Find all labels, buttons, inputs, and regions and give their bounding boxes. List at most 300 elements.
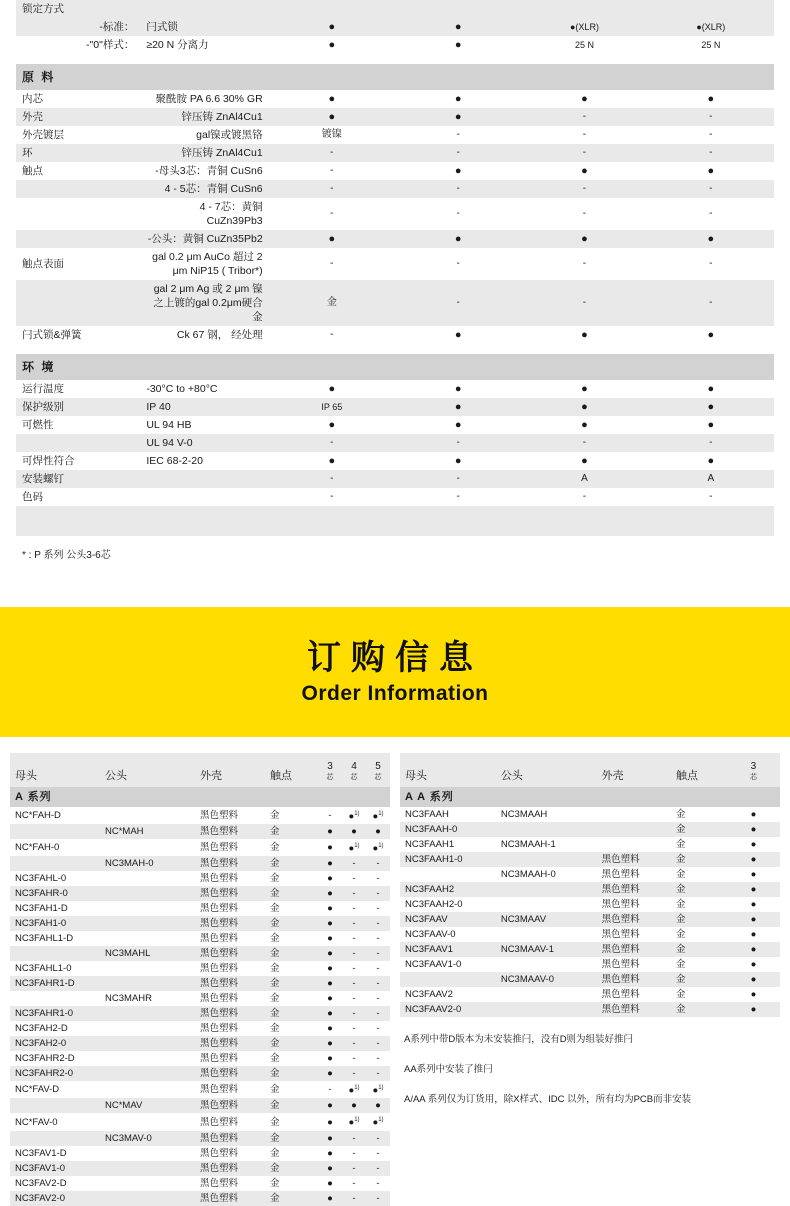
spec-row-cell: ●	[521, 452, 647, 470]
spec-row-label: 安装螺钉	[16, 470, 142, 488]
order-pin-cell: ●	[318, 1161, 342, 1176]
table-row	[10, 931, 390, 946]
table-row	[400, 927, 780, 942]
order-cell: 黑色塑料	[200, 1176, 270, 1191]
order-cell	[602, 822, 676, 837]
order-pin-cell: -	[342, 961, 366, 976]
spec-row	[16, 36, 774, 54]
order-cell: NC3FAV1-D	[10, 1146, 105, 1161]
order-cell: NC3MAAH-0	[501, 867, 602, 882]
spec-row-cell: -	[395, 126, 521, 144]
banner-title-cn: 订购信息	[307, 639, 483, 677]
order-cell: 金	[676, 882, 727, 897]
spec-row-cell: ●	[269, 380, 395, 398]
order-pin-cell: ●	[727, 867, 780, 882]
order-pin-cell: ●$^{1)}$	[342, 839, 366, 856]
order-cell: 金	[270, 1098, 318, 1113]
spec-row-cell: ●	[521, 398, 647, 416]
order-cell: NC3FAAV1-0	[400, 957, 501, 972]
order-cell: 金	[676, 972, 727, 987]
order-pin-cell: -	[366, 1021, 390, 1036]
order-cell: 金	[270, 991, 318, 1006]
order-cell: NC3FAAV2-0	[400, 1002, 501, 1017]
spec-footnote: * : P 系列 公头3-6芯	[22, 550, 111, 561]
order-cell: 黑色塑料	[200, 1066, 270, 1081]
table-row	[10, 1081, 390, 1098]
order-cell: 黑色塑料	[200, 871, 270, 886]
spec-row-cell: -	[521, 488, 647, 506]
spec-row	[16, 90, 774, 108]
order-cell: 金	[270, 1146, 318, 1161]
order-cell: 金	[676, 927, 727, 942]
order-cell: NC3FAHR2-0	[10, 1066, 105, 1081]
spec-row-value	[142, 470, 268, 488]
order-pin-cell: -	[342, 871, 366, 886]
table-row	[400, 987, 780, 1002]
order-pin-cell: -	[342, 1006, 366, 1021]
spec-row-cell: -	[648, 180, 774, 198]
order-table-header	[10, 753, 390, 787]
order-cell: 黑色塑料	[602, 942, 676, 957]
order-note-gap	[400, 1017, 780, 1031]
order-pin-cell: -	[366, 856, 390, 871]
spec-row-cell: ●	[648, 326, 774, 344]
order-cell	[501, 822, 602, 837]
order-cell	[501, 927, 602, 942]
spec-row-cell: ●	[395, 230, 521, 248]
order-cell	[105, 807, 200, 824]
order-cell: 金	[676, 942, 727, 957]
order-pin-cell: -	[366, 1161, 390, 1176]
order-pin-cell: -	[366, 991, 390, 1006]
order-cell	[105, 976, 200, 991]
spec-row-cell: ●	[395, 18, 521, 36]
order-cell: NC3FAAH-0	[400, 822, 501, 837]
order-pin-cell: ●	[727, 912, 780, 927]
order-pin-cell: -	[342, 991, 366, 1006]
order-cell: 金	[270, 1051, 318, 1066]
spec-row-cell: -	[648, 144, 774, 162]
spec-row	[16, 380, 774, 398]
spec-row-label: 触点表面	[16, 248, 142, 280]
spec-row-cell: 25 N	[521, 36, 647, 54]
order-pin-cell: -	[366, 1066, 390, 1081]
order-pin-cell: ●	[318, 1176, 342, 1191]
spec-row-cell: ●	[395, 108, 521, 126]
spec-row-cell: ●	[395, 90, 521, 108]
spec-row-cell: -	[395, 144, 521, 162]
spec-row-cell: ●	[521, 380, 647, 398]
spec-row-cell: -	[269, 488, 395, 506]
table-row	[10, 886, 390, 901]
order-cell	[105, 961, 200, 976]
order-cell	[10, 1131, 105, 1146]
order-cell	[501, 957, 602, 972]
order-cell	[105, 1006, 200, 1021]
order-cell: 金	[676, 852, 727, 867]
order-cell: 金	[270, 946, 318, 961]
order-pin-cell: ●$^{1)}$	[366, 839, 390, 856]
spec-row-cell: ●	[269, 36, 395, 54]
spec-row-label: 内芯	[16, 90, 142, 108]
order-cell	[105, 1036, 200, 1051]
order-note-row	[400, 1061, 780, 1077]
order-cell: 黑色塑料	[200, 916, 270, 931]
spec-row	[16, 230, 774, 248]
order-pin-cell: -	[366, 976, 390, 991]
order-cell	[501, 897, 602, 912]
order-pin-cell: ●	[318, 1191, 342, 1206]
order-cell: NC3MAAV	[501, 912, 602, 927]
spec-row-cell: ●(XLR)	[648, 18, 774, 36]
order-cell: NC3FAH1-D	[10, 901, 105, 916]
order-cell: 黑色塑料	[200, 1036, 270, 1051]
order-cell: 金	[270, 807, 318, 824]
order-pin-header: 4 芯	[342, 753, 366, 787]
spec-row	[16, 488, 774, 506]
spec-row-cell: IP 65	[269, 398, 395, 416]
spec-row-cell: -	[395, 280, 521, 326]
spec-row-label: 触点	[16, 162, 142, 180]
order-pin-cell: -	[366, 1006, 390, 1021]
order-pin-cell: ●	[342, 824, 366, 839]
order-pin-cell: -	[366, 946, 390, 961]
order-cell: 黑色塑料	[200, 991, 270, 1006]
spec-row	[16, 144, 774, 162]
spec-row-cell: ●	[648, 230, 774, 248]
order-pin-cell: -	[366, 886, 390, 901]
order-column-header: 公头	[501, 753, 602, 787]
spec-row-cell: -	[521, 144, 647, 162]
order-cell: 黑色塑料	[602, 897, 676, 912]
spacer-row	[16, 344, 774, 354]
order-cell: NC*FAH-D	[10, 807, 105, 824]
order-cell: 黑色塑料	[200, 886, 270, 901]
order-pin-cell: -	[342, 1021, 366, 1036]
spec-row-value: UL 94 HB	[142, 416, 268, 434]
order-column-header: 外壳	[200, 753, 270, 787]
order-pin-cell: ●	[318, 839, 342, 856]
order-cell: 黑色塑料	[200, 961, 270, 976]
order-cell: 黑色塑料	[602, 852, 676, 867]
order-pin-cell: -	[342, 946, 366, 961]
order-cell: NC3FAAV1	[400, 942, 501, 957]
table-row	[400, 852, 780, 867]
order-series-title-row	[10, 787, 390, 807]
spec-row-value: -母头3芯：青铜 CuSn6	[142, 162, 268, 180]
order-cell: 黑色塑料	[200, 1081, 270, 1098]
spec-row-cell: -	[269, 198, 395, 230]
spec-row-cell: -	[521, 434, 647, 452]
spec-row-cell: ●	[395, 380, 521, 398]
spec-row-value: UL 94 V-0	[142, 434, 268, 452]
order-cell: 黑色塑料	[200, 1113, 270, 1130]
spec-row-cell: -	[521, 180, 647, 198]
order-note: A系列中带D版本为未安装推闩，没有D则为组装好推闩	[400, 1031, 780, 1047]
table-row	[10, 1006, 390, 1021]
table-row	[10, 824, 390, 839]
order-series-title: A A 系列	[400, 787, 780, 807]
specifications-section	[0, 0, 790, 561]
order-cell: NC3FAHL1-0	[10, 961, 105, 976]
order-pin-cell: -	[366, 871, 390, 886]
spec-blank-row	[16, 521, 774, 536]
table-row	[400, 822, 780, 837]
spec-row-cell: ●	[395, 36, 521, 54]
spec-row-cell: ●	[395, 452, 521, 470]
order-cell: 黑色塑料	[602, 927, 676, 942]
spec-row-label	[16, 198, 142, 230]
spec-row-label	[16, 280, 142, 326]
spec-row-value: -30°C to +80°C	[142, 380, 268, 398]
order-cell: 金	[270, 886, 318, 901]
spec-row	[16, 398, 774, 416]
spec-row	[16, 162, 774, 180]
order-pin-cell: -	[342, 931, 366, 946]
order-cell: NC3FAHR2-D	[10, 1051, 105, 1066]
order-pin-cell: ●	[318, 1146, 342, 1161]
order-cell: 黑色塑料	[200, 1098, 270, 1113]
order-cell: NC3FAH1-0	[10, 916, 105, 931]
spec-row-label	[16, 434, 142, 452]
table-row	[400, 882, 780, 897]
order-pin-cell: -	[342, 976, 366, 991]
order-cell: 黑色塑料	[602, 1002, 676, 1017]
order-cell: 金	[270, 916, 318, 931]
order-pin-cell: -	[366, 1146, 390, 1161]
order-cell: NC3FAHR-0	[10, 886, 105, 901]
order-cell: 金	[270, 856, 318, 871]
spec-row-value: -公头：黄铜 CuZn35Pb2	[142, 230, 268, 248]
spec-row-cell: A	[648, 470, 774, 488]
order-cell: 黑色塑料	[200, 1021, 270, 1036]
order-cell: 黑色塑料	[200, 901, 270, 916]
order-cell: 金	[270, 1006, 318, 1021]
order-cell: 金	[270, 1176, 318, 1191]
table-row	[10, 961, 390, 976]
banner-title-en: Order Information	[301, 682, 489, 705]
table-row	[400, 912, 780, 927]
order-cell	[105, 1081, 200, 1098]
order-note: AA系列中安装了推闩	[400, 1061, 780, 1077]
order-pin-cell: ●	[727, 807, 780, 822]
order-note-row	[400, 1031, 780, 1047]
spec-row-cell: ●	[648, 452, 774, 470]
order-cell	[105, 1066, 200, 1081]
order-pin-cell: ●$^{1)}$	[342, 1113, 366, 1130]
order-cell	[105, 1051, 200, 1066]
order-cell: 黑色塑料	[200, 1006, 270, 1021]
order-column-header: 触点	[676, 753, 727, 787]
order-cell: NC*FAH-0	[10, 839, 105, 856]
spec-row	[16, 108, 774, 126]
order-pin-cell: -	[366, 901, 390, 916]
order-cell	[105, 886, 200, 901]
order-pin-cell: ●	[318, 1051, 342, 1066]
table-row	[10, 1098, 390, 1113]
spec-row-cell: -	[521, 198, 647, 230]
order-pin-cell: -	[366, 1036, 390, 1051]
spec-row-value: 4 - 5芯：青铜 CuSn6	[142, 180, 268, 198]
order-table-aa-series	[400, 753, 780, 1107]
spec-row	[16, 416, 774, 434]
spec-row-cell: ●	[395, 162, 521, 180]
order-cell: 金	[676, 837, 727, 852]
order-pin-header: 3 芯	[727, 753, 780, 787]
order-pin-cell: -	[342, 856, 366, 871]
order-cell: NC3FAAH1	[400, 837, 501, 852]
order-pin-cell: ●$^{1)}$	[366, 1113, 390, 1130]
order-cell: NC3FAHR1-0	[10, 1006, 105, 1021]
spec-section-header	[16, 0, 774, 18]
order-cell: 黑色塑料	[200, 946, 270, 961]
spec-row-cell: -	[269, 326, 395, 344]
spec-row-cell: ●	[395, 416, 521, 434]
table-row	[10, 839, 390, 856]
order-tables	[10, 753, 780, 1206]
spec-row-cell: -	[648, 198, 774, 230]
order-pin-cell: ●	[318, 976, 342, 991]
order-information-banner	[0, 607, 790, 737]
spec-row-cell: ●	[521, 162, 647, 180]
order-cell: NC3FAAV2	[400, 987, 501, 1002]
order-cell: 金	[270, 931, 318, 946]
order-cell: 黑色塑料	[602, 867, 676, 882]
spec-row-value: IP 40	[142, 398, 268, 416]
spec-row	[16, 280, 774, 326]
table-row	[400, 867, 780, 882]
spec-row-value: 锌压铸 ZnAl4Cu1	[142, 108, 268, 126]
order-cell	[105, 916, 200, 931]
spec-row-cell: -	[269, 180, 395, 198]
spec-section-title: 环 境	[16, 354, 774, 380]
order-pin-cell: ●	[318, 961, 342, 976]
order-cell: 金	[270, 1036, 318, 1051]
spec-row-label: -"0"样式：	[16, 36, 142, 54]
spec-row-cell: -	[395, 198, 521, 230]
order-cell	[105, 1113, 200, 1130]
order-cell: NC3FAAH2-0	[400, 897, 501, 912]
table-row	[10, 807, 390, 824]
order-pin-cell: ●$^{1)}$	[366, 1081, 390, 1098]
order-cell: 金	[270, 976, 318, 991]
spec-row-label: -标准：	[16, 18, 142, 36]
order-cell: 黑色塑料	[200, 1146, 270, 1161]
order-cell	[105, 1146, 200, 1161]
spec-row	[16, 434, 774, 452]
table-row	[10, 1021, 390, 1036]
order-pin-cell: ●	[318, 1006, 342, 1021]
spec-row-label: 保护级别	[16, 398, 142, 416]
order-series-title: A 系列	[10, 787, 390, 807]
order-cell: 黑色塑料	[200, 839, 270, 856]
order-cell: NC3MAAH	[501, 807, 602, 822]
order-series-title-row	[400, 787, 780, 807]
order-pin-cell: ●	[318, 991, 342, 1006]
spec-row-cell: ●	[521, 90, 647, 108]
order-pin-cell: ●	[727, 837, 780, 852]
order-cell: NC3MAV-0	[105, 1131, 200, 1146]
spec-row-cell: -	[521, 108, 647, 126]
order-cell	[105, 931, 200, 946]
order-cell: NC3MAAV-1	[501, 942, 602, 957]
order-cell	[400, 867, 501, 882]
order-cell: NC3MAHR	[105, 991, 200, 1006]
order-cell: 金	[676, 807, 727, 822]
order-cell: 金	[270, 1021, 318, 1036]
spacer-row	[16, 54, 774, 64]
order-cell: 金	[676, 912, 727, 927]
spec-row-cell: -	[648, 488, 774, 506]
order-cell: 黑色塑料	[200, 1131, 270, 1146]
table-row	[10, 1176, 390, 1191]
spec-row-label: 色码	[16, 488, 142, 506]
order-column-left	[10, 753, 390, 1206]
order-pin-cell: ●	[366, 824, 390, 839]
spec-row-cell: ●	[521, 326, 647, 344]
order-cell: NC3MAHL	[105, 946, 200, 961]
order-cell	[105, 1191, 200, 1206]
spec-row	[16, 198, 774, 230]
spec-row	[16, 470, 774, 488]
order-cell: NC3FAAV	[400, 912, 501, 927]
order-pin-cell: ●	[727, 882, 780, 897]
order-cell	[10, 856, 105, 871]
order-cell: NC3MAH-0	[105, 856, 200, 871]
order-column-header: 母头	[400, 753, 501, 787]
order-cell: 黑色塑料	[200, 1191, 270, 1206]
spec-row-cell: ●	[395, 326, 521, 344]
table-row	[10, 1161, 390, 1176]
order-cell: 金	[270, 1081, 318, 1098]
table-row	[10, 916, 390, 931]
order-cell	[602, 837, 676, 852]
order-pin-header: 5 芯	[366, 753, 390, 787]
spec-row-label: 可燃性	[16, 416, 142, 434]
spec-row	[16, 126, 774, 144]
order-cell	[501, 987, 602, 1002]
spec-row-cell: ●	[269, 452, 395, 470]
spec-row	[16, 18, 774, 36]
order-pin-cell: ●	[727, 972, 780, 987]
spec-row-cell: ●(XLR)	[521, 18, 647, 36]
spec-row-value: 聚酰胺 PA 6.6 30% GR	[142, 90, 268, 108]
order-pin-cell: -	[342, 1191, 366, 1206]
table-row	[10, 991, 390, 1006]
spec-row-cell: ●	[269, 108, 395, 126]
spec-row-cell: -	[648, 248, 774, 280]
order-cell: NC3FAAH1-0	[400, 852, 501, 867]
spec-row-cell: -	[269, 162, 395, 180]
spec-row-cell: -	[521, 248, 647, 280]
spec-row-cell: ●	[269, 230, 395, 248]
order-cell	[105, 839, 200, 856]
spec-row-cell: 镀镍	[269, 126, 395, 144]
order-cell: NC3FAHL1-D	[10, 931, 105, 946]
order-cell: 金	[270, 901, 318, 916]
order-cell: NC*FAV-0	[10, 1113, 105, 1130]
order-column-header: 触点	[270, 753, 318, 787]
order-note-row	[400, 1091, 780, 1107]
spec-row-label	[16, 180, 142, 198]
order-pin-cell: ●	[727, 852, 780, 867]
spec-row-cell: -	[648, 108, 774, 126]
order-pin-cell: ●	[318, 886, 342, 901]
order-cell	[105, 1176, 200, 1191]
order-pin-cell: ●	[318, 871, 342, 886]
spec-row-cell: -	[269, 248, 395, 280]
order-cell: 金	[270, 1131, 318, 1146]
